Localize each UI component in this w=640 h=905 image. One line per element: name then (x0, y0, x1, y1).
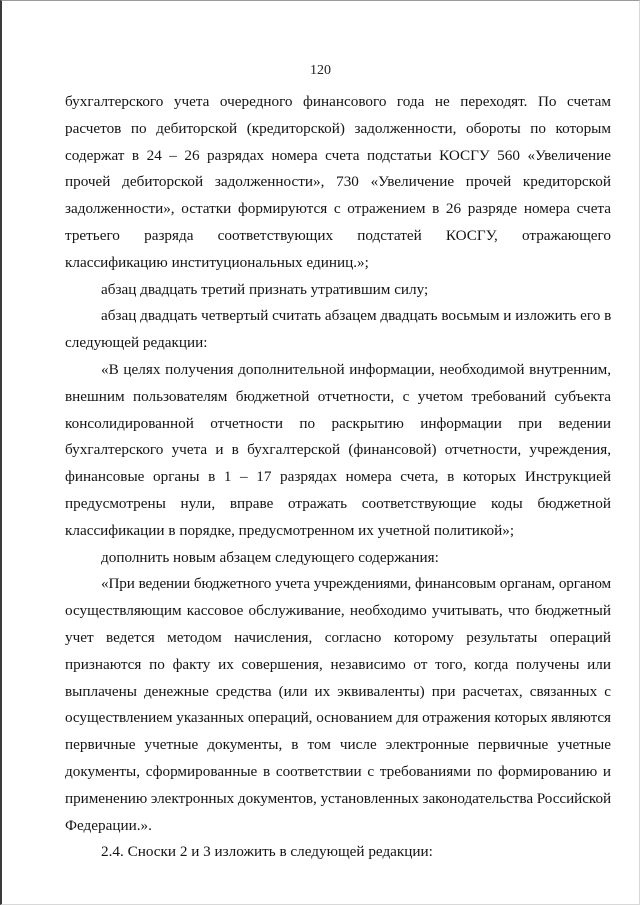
text-line: классификации в порядке, предусмотренном их учетной политикой»; (65, 521, 515, 539)
text-line: финансовые органы в 1 – 17 разрядах номера счета, в которых Инструкцией (65, 468, 611, 486)
text-line: консолидированной отчетности по раскрытию информации при ведении (65, 414, 611, 432)
text-line: классификацию институциональных единиц.»; (65, 253, 369, 271)
text-line: внешним пользователям бюджетной отчетности, с учетом требований субъекта (65, 387, 611, 405)
text-line: «При ведении бюджетного учета учреждениями, финансовым органам, органом (101, 575, 611, 593)
text-line: расчетов по дебиторской (кредиторской) задолженности, обороты по которым (65, 119, 611, 137)
text-line: следующей редакции: (65, 334, 208, 352)
text-line: осуществляющим кассовое обслуживание, необходимо учитывать, что бюджетный (65, 602, 611, 620)
text-line: абзац двадцать четвертый считать абзацем двадцать восьмым и изложить его в (101, 307, 612, 325)
text-line: признаются по факту их совершения, независимо от того, когда получены или (65, 655, 611, 673)
text-line: применению электронных документов, установленных законодательства Российской (65, 789, 612, 807)
page-number: 120 (310, 63, 331, 78)
text-line: задолженности», остатки формируются с отражением в 26 разряде номера счета (65, 200, 611, 218)
text-line: учет ведется методом начисления, согласно которому результаты операций (65, 628, 611, 646)
text-line: 2.4. Сноски 2 и 3 изложить в следующей редакции: (101, 843, 433, 861)
text-line: осуществлением указанных операций, основанием для отражения которых являются (65, 709, 611, 727)
text-line: прочей дебиторской задолженности», 730 «Увеличение прочей кредиторской (65, 173, 611, 191)
text-line: бухгалтерского учета и в бухгалтерской (финансовой) отчетности, учреждения, (65, 441, 611, 459)
text-line: абзац двадцать третий признать утратившим силу; (101, 280, 429, 298)
text-line: документы, сформированные в соответствии с требованиями по формированию и (65, 762, 611, 780)
document-body (65, 89, 611, 866)
text-line: бухгалтерского учета очередного финансового года не переходят. По счетам (65, 93, 611, 110)
text-line: «В целях получения дополнительной информации, необходимой внутренним, (101, 360, 611, 378)
text-line: третьего разряда соответствующих подстатей КОСГУ, отражающего (65, 226, 611, 244)
text-line: предусмотрены нули, вправе отражать соответствующие коды бюджетной (65, 494, 611, 512)
text-line: Федерации.». (65, 816, 152, 834)
text-line: содержат в 24 – 26 разрядах номера счета подстатьи КОСГУ 560 «Увеличение (65, 146, 611, 164)
text-line: первичные учетные документы, в том числе электронные первичные учетные (65, 736, 611, 754)
text-line: выплачены денежные средства (или их эквиваленты) при расчетах, связанных с (65, 682, 611, 700)
text-line: дополнить новым абзацем следующего содержания: (101, 548, 439, 566)
